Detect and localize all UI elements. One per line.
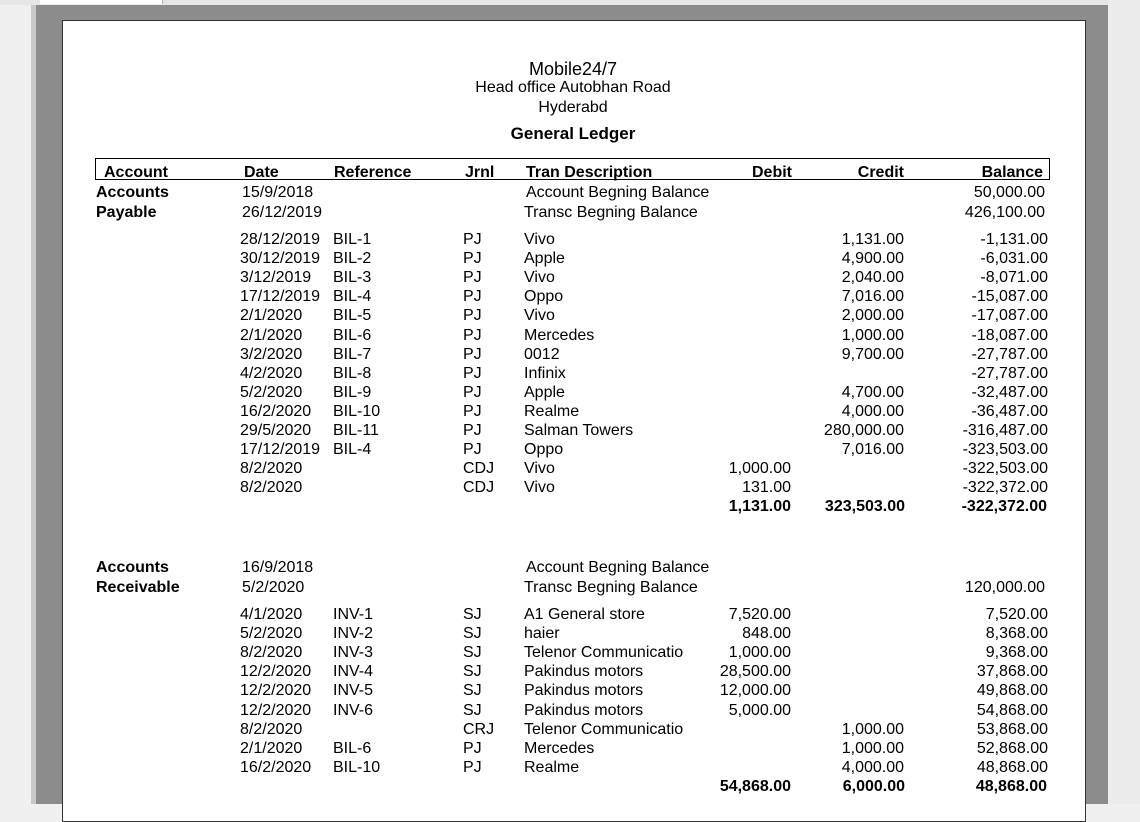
row-credit: 4,700.00	[841, 383, 904, 401]
row-jrnl: PJ	[463, 307, 482, 325]
total-balance: 48,868.00	[975, 777, 1047, 795]
col-reference: Reference	[334, 164, 412, 181]
row-jrnl: PJ	[463, 269, 482, 287]
row-balance: -323,503.00	[962, 441, 1048, 459]
row-reference: BIL-8	[333, 364, 372, 382]
row-credit: 4,000.00	[841, 402, 904, 420]
row-description: Vivo	[524, 269, 555, 287]
row-balance: -322,372.00	[962, 479, 1048, 497]
row-date: 28/12/2019	[240, 231, 321, 248]
row-debit: 7,520.00	[728, 606, 791, 623]
row-description: Vivo	[524, 231, 555, 248]
company-address: Head office Autobhan Road	[475, 79, 671, 96]
row-date: 2/1/2020	[240, 739, 303, 757]
company-city: Hyderabd	[538, 99, 608, 116]
row-jrnl: CDJ	[463, 479, 495, 497]
opening-date: 15/9/2018	[242, 184, 314, 201]
row-balance: 48,868.00	[976, 758, 1048, 776]
row-jrnl: PJ	[463, 288, 482, 306]
row-reference: INV-3	[333, 644, 374, 662]
row-date: 2/1/2020	[240, 326, 303, 344]
row-credit: 1,000.00	[841, 739, 904, 757]
row-description: Vivo	[524, 479, 555, 497]
row-credit: 2,040.00	[841, 269, 904, 287]
row-balance: 54,868.00	[976, 701, 1048, 719]
row-credit: 2,000.00	[841, 307, 904, 325]
row-description: Vivo	[524, 307, 555, 325]
opening-date: 16/9/2018	[242, 559, 314, 576]
row-date: 3/2/2020	[240, 345, 303, 363]
row-date: 16/2/2020	[240, 758, 312, 776]
row-description: Realme	[524, 402, 580, 420]
row-description: Apple	[524, 250, 565, 268]
row-description: Oppo	[524, 288, 564, 306]
opening-description: Account Begning Balance	[526, 559, 710, 576]
row-description: Mercedes	[524, 326, 595, 344]
row-jrnl: PJ	[463, 345, 482, 363]
row-date: 29/5/2020	[240, 422, 312, 439]
row-jrnl: PJ	[463, 422, 482, 439]
opening-balance: 426,100.00	[964, 204, 1045, 221]
row-reference: BIL-1	[333, 231, 372, 248]
row-reference: INV-6	[333, 701, 374, 719]
row-jrnl: CRJ	[463, 720, 495, 738]
row-jrnl: PJ	[463, 326, 482, 344]
row-reference: BIL-9	[333, 383, 372, 401]
row-balance: 52,868.00	[976, 739, 1048, 757]
row-reference: BIL-10	[333, 758, 381, 776]
row-balance: 37,868.00	[976, 663, 1048, 681]
row-balance: 49,868.00	[976, 682, 1048, 700]
row-jrnl: CDJ	[463, 460, 495, 478]
row-jrnl: SJ	[463, 644, 482, 662]
row-description: haier	[524, 625, 560, 643]
col-jrnl: Jrnl	[465, 164, 495, 181]
row-balance: -15,087.00	[971, 288, 1048, 306]
account-name: Accounts	[96, 559, 169, 576]
total-debit: 1,131.00	[728, 498, 791, 516]
row-balance: -27,787.00	[971, 364, 1048, 382]
row-balance: -18,087.00	[971, 326, 1048, 344]
row-reference: INV-5	[333, 682, 374, 700]
row-credit: 4,000.00	[841, 758, 904, 776]
row-credit: 9,700.00	[841, 345, 904, 363]
row-credit: 280,000.00	[823, 422, 904, 439]
row-balance: -316,487.00	[962, 422, 1048, 439]
row-debit: 5,000.00	[728, 701, 791, 719]
account-name: Receivable	[96, 579, 180, 596]
row-date: 4/2/2020	[240, 364, 303, 382]
row-reference: BIL-10	[333, 402, 381, 420]
row-balance: 8,368.00	[985, 625, 1048, 643]
row-description: Oppo	[524, 441, 564, 459]
row-credit: 4,900.00	[841, 250, 904, 268]
row-reference: INV-4	[333, 663, 374, 681]
col-description: Tran Description	[526, 164, 653, 181]
col-account: Account	[104, 164, 168, 181]
row-date: 2/1/2020	[240, 307, 303, 325]
row-description: Salman Towers	[524, 422, 634, 439]
row-debit: 131.00	[742, 479, 791, 497]
row-description: Vivo	[524, 460, 555, 478]
row-jrnl: SJ	[463, 682, 482, 700]
row-jrnl: PJ	[463, 441, 482, 459]
row-jrnl: PJ	[463, 739, 482, 757]
row-jrnl: PJ	[463, 758, 482, 776]
total-balance: -322,372.00	[961, 498, 1047, 516]
row-balance: -322,503.00	[962, 460, 1048, 478]
row-balance: -8,071.00	[980, 269, 1048, 287]
row-balance: -32,487.00	[971, 383, 1048, 401]
row-jrnl: PJ	[463, 250, 482, 268]
row-debit: 1,000.00	[728, 644, 791, 662]
row-balance: -17,087.00	[971, 307, 1048, 325]
row-date: 12/2/2020	[240, 682, 312, 700]
total-credit: 6,000.00	[842, 777, 905, 795]
row-balance: -36,487.00	[971, 402, 1048, 420]
row-reference: BIL-3	[333, 269, 372, 287]
row-jrnl: PJ	[463, 364, 482, 382]
row-date: 5/2/2020	[240, 625, 303, 643]
row-date: 17/12/2019	[240, 288, 321, 306]
row-reference: INV-1	[333, 606, 374, 623]
row-description: Mercedes	[524, 739, 595, 757]
row-credit: 1,000.00	[841, 326, 904, 344]
account-name: Accounts	[96, 184, 169, 201]
row-debit: 848.00	[742, 625, 791, 643]
row-date: 8/2/2020	[240, 720, 303, 738]
row-jrnl: PJ	[463, 231, 482, 248]
row-date: 12/2/2020	[240, 701, 312, 719]
row-reference: BIL-4	[333, 288, 372, 306]
col-date: Date	[244, 164, 279, 181]
row-date: 12/2/2020	[240, 663, 312, 681]
row-reference: BIL-5	[333, 307, 372, 325]
row-reference: INV-2	[333, 625, 374, 643]
row-description: Telenor Communicatio	[524, 644, 684, 662]
window-tab[interactable]	[40, 0, 163, 4]
row-credit: 1,000.00	[841, 720, 904, 738]
row-balance: -1,131.00	[980, 231, 1048, 248]
total-debit: 54,868.00	[719, 777, 791, 795]
opening-description: Transc Begning Balance	[524, 204, 698, 221]
row-jrnl: SJ	[463, 663, 482, 681]
row-jrnl: SJ	[463, 625, 482, 643]
row-description: Infinix	[524, 364, 566, 382]
opening-balance: 120,000.00	[964, 579, 1045, 596]
col-debit: Debit	[752, 164, 792, 181]
total-credit: 323,503.00	[824, 498, 905, 516]
row-credit: 7,016.00	[841, 288, 904, 306]
col-credit: Credit	[857, 164, 904, 181]
row-jrnl: SJ	[463, 701, 482, 719]
row-debit: 1,000.00	[728, 460, 791, 478]
row-description: Pakindus motors	[524, 663, 644, 681]
row-reference: BIL-6	[333, 739, 372, 757]
row-reference: BIL-2	[333, 250, 372, 268]
row-date: 5/2/2020	[240, 383, 303, 401]
row-date: 30/12/2019	[240, 250, 321, 268]
side-panel	[1108, 0, 1140, 804]
row-jrnl: PJ	[463, 383, 482, 401]
row-date: 4/1/2020	[240, 606, 303, 623]
row-description: Telenor Communicatio	[524, 720, 684, 738]
opening-description: Transc Begning Balance	[524, 579, 698, 596]
report-title: General Ledger	[510, 124, 636, 143]
row-balance: -27,787.00	[971, 345, 1048, 363]
row-balance: 7,520.00	[985, 606, 1048, 623]
row-reference: BIL-11	[333, 422, 379, 439]
row-date: 8/2/2020	[240, 644, 303, 662]
row-date: 17/12/2019	[240, 441, 321, 459]
row-credit: 7,016.00	[841, 441, 904, 459]
row-date: 3/12/2019	[240, 269, 312, 287]
row-balance: 9,368.00	[985, 644, 1048, 662]
row-reference: BIL-4	[333, 441, 372, 459]
row-debit: 28,500.00	[719, 663, 791, 681]
row-reference: BIL-6	[333, 326, 372, 344]
col-balance: Balance	[981, 164, 1043, 181]
opening-date: 5/2/2020	[242, 579, 305, 596]
row-reference: BIL-7	[333, 345, 372, 363]
company-name: Mobile24/7	[528, 59, 618, 79]
row-jrnl: SJ	[463, 606, 482, 623]
row-date: 16/2/2020	[240, 402, 312, 420]
row-credit: 1,131.00	[841, 231, 904, 248]
row-description: A1 General store	[524, 606, 645, 623]
opening-date: 26/12/2019	[242, 204, 323, 221]
row-description: Apple	[524, 383, 565, 401]
opening-description: Account Begning Balance	[526, 184, 710, 201]
row-description: Realme	[524, 758, 580, 776]
account-name: Payable	[96, 204, 157, 221]
row-jrnl: PJ	[463, 402, 482, 420]
row-balance: -6,031.00	[980, 250, 1048, 268]
row-description: Pakindus motors	[524, 682, 644, 700]
opening-balance: 50,000.00	[973, 184, 1045, 201]
row-date: 8/2/2020	[240, 479, 303, 497]
row-balance: 53,868.00	[976, 720, 1048, 738]
row-description: 0012	[524, 345, 560, 363]
row-debit: 12,000.00	[719, 682, 791, 700]
row-description: Pakindus motors	[524, 701, 644, 719]
row-date: 8/2/2020	[240, 460, 303, 478]
